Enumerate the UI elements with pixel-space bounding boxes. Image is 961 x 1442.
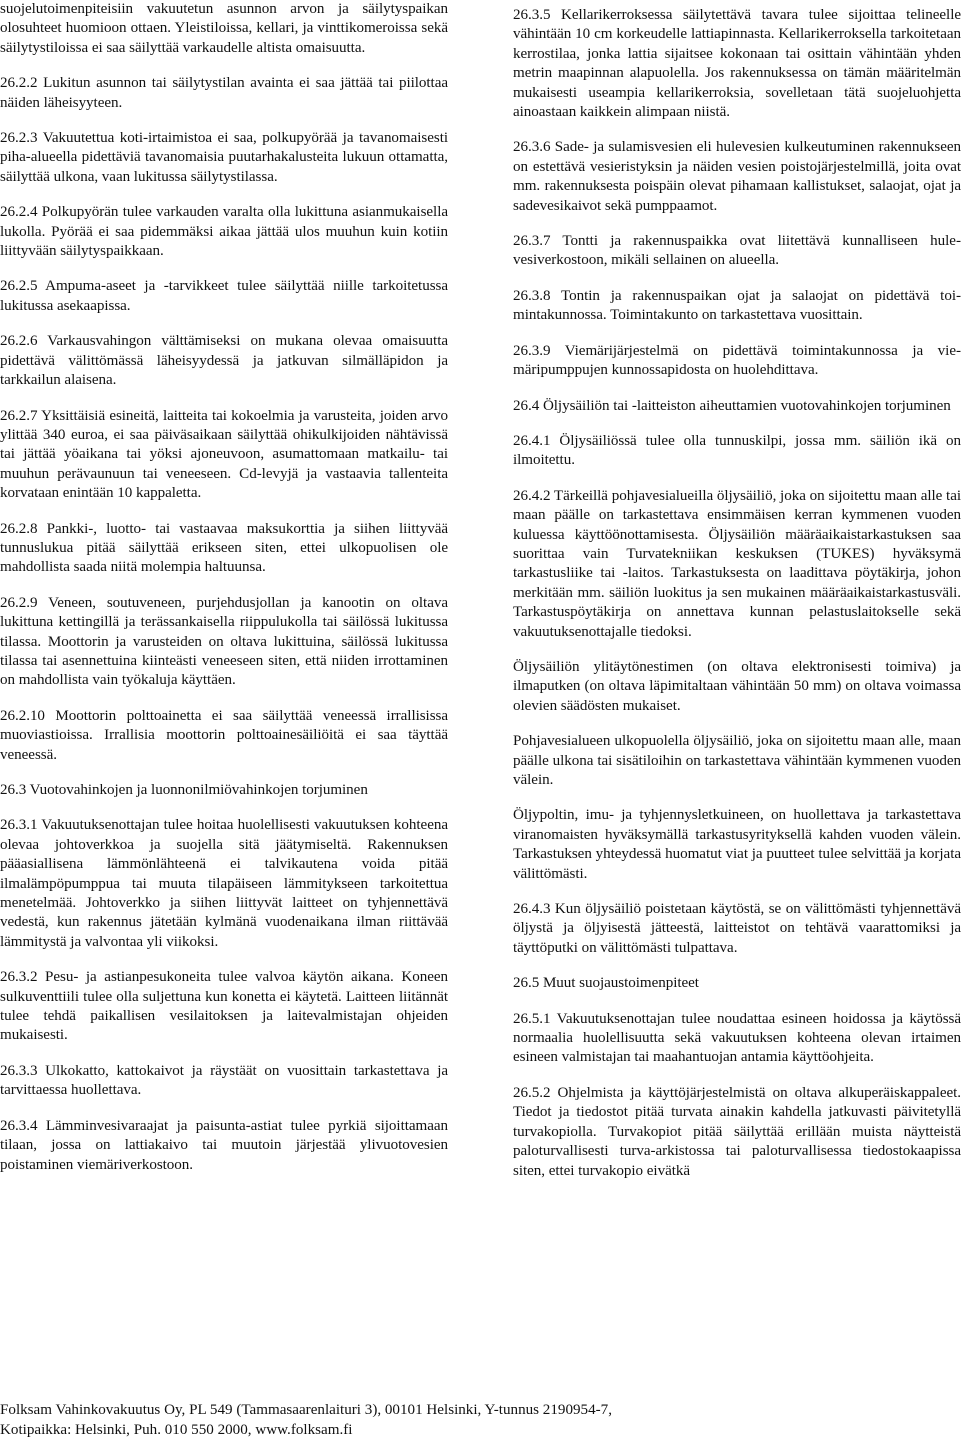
- paragraph: 26.4.3 Kun öljysäiliö poistetaan käytöstä, se on välittömästi tyhjennettävä öljystä ja öljyisestä jätteestä, laitteistot on tehtävä vaarattomiksi ja täyttöputki on välittömästi tulpattava.: [513, 901, 961, 956]
- paragraph: Pohjavesialueen ulkopuolella öljysäiliö, joka on sijoitettu maan alle, maan päälle ulkona tai sisätiloihin on tarkastettava vähintään kymmenen vuoden välein.: [513, 733, 961, 788]
- paragraph: 26.2.6 Varkausvahingon välttämiseksi on mukana olevaa omaisuutta pidettävä välittömässä läheisyydessä ja jatkuvan silmälläpidon ja tarkkailun alaisena.: [0, 333, 448, 389]
- paragraph: 26.2.9 Veneen, soutuveneen, purjehdusjollan ja kanootin on oltava lukittuna kettingillä ja terässankaisella riippulukolla tai säilössä lukitussa tilassa. Moottorin ja varusteiden on oltava lukittuina, säilössä lukitussa tilassa tai asennettuina kiinteästi veneeseen siten, että niiden irrottaminen on mahdollista vain työkaluja käyttäen.: [0, 594, 448, 689]
- paragraph: 26.2.4 Polkupyörän tulee varkauden varalta olla lukittuna asianmukaisella lukolla. Pyörää ei saa pidemmäksi aikaa jättää ulos muuhun kuin kotiin liittyvään säilytyspaikkaan.: [0, 204, 448, 260]
- paragraph: 26.4.2 Tärkeillä pohjavesialueilla öljysäiliö, joka on sijoitettu maan alle tai maan päälle on tarkastettava ensimmäisen kerran kymmenen vuoden kuluessa käyttöönottamisesta. Öljysäiliön määräaikaistarkastuksen saa suorittaa vain Turvatekniikan keskuksen (TUKES) hyväksymä tarkastusliike tai -laitos. Tarkastuksesta on laadittava pöytäkirja, johon merkitään mm. säiliön luokitus ja sen mukainen määräaikaistarkastusväli. Tarkastuspöytäkirja on annettava kunnan pelastuslaitokselle sekä vakuutuksenottajalle tiedoksi.: [513, 487, 961, 640]
- paragraph: 26.2.10 Moottorin polttoainetta ei saa säilyttää veneessä irrallisissa muoviastioissa. Irrallisia moottorin polttoainesäiliöitä ei saa täyttää veneessä.: [0, 707, 448, 763]
- footer-contact-line: Kotipaikka: Helsinki, Puh. 010 550 2000, www.folksam.fi: [0, 1421, 353, 1438]
- paragraph: Öljysäiliön ylitäytönestimen (on oltava elektronisesti toimiva) ja ilmaputken (on oltava läpimitaltaan vähintään 50 mm) on oltava voimassa olevien säädösten mukaiset.: [513, 658, 961, 714]
- section-heading: 26.4 Öljysäiliön tai -laitteiston aiheuttamien vuotovahinkojen torjuminen: [513, 397, 951, 414]
- page-footer: [0, 1401, 760, 1440]
- paragraph: 26.2.7 Yksittäisiä esineitä, laitteita tai kokoelmia ja varusteita, joiden arvo ylittää 340 euroa, ei saa päiväsaikaan säilyttää ohikulkijoiden nähtävissä tai jättää yöaikana tai yöksi ajoneuvoon, asumattomaan matkailu- tai muuhun perävaunuun tai veneeseen. Cd-levyjä ja vastaavia tallenteita korvataan enintään 10 kappaletta.: [0, 407, 448, 502]
- paragraph: 26.4.1 Öljysäiliössä tulee olla tunnuskilpi, jossa mm. säiliön ikä on ilmoitettu.: [513, 432, 961, 469]
- paragraph: 26.2.3 Vakuutettua koti-irtaimistoa ei saa, polkupyörää ja tavanomaisesti piha-alueella pidettäviä tavanomaisia puutarhakalusteita lukuun ottamatta, säilyttää ulkona, vaan lukitussa säilytystilassa.: [0, 130, 448, 185]
- paragraph: 26.5.1 Vakuutuksenottajan tulee noudattaa esineen hoidossa ja käytössä normaalia huolellisuutta sekä vakuutuksen kohteena olevan irtaimen esineen valmistajan tai maahantuojan antamia käyttöohjeita.: [513, 1010, 961, 1066]
- paragraph: 26.3.8 Tontin ja rakennuspaikan ojat ja salaojat on pidettävä toimintakunnossa. Toimintakunto on tarkastettava vuosittain.: [513, 287, 961, 324]
- paragraph: 26.3.1 Vakuutuksenottajan tulee hoitaa huolellisesti vakuutuksen kohteena olevaa johtoverkkoa ja suojella sitä jäätymiseltä. Rakennuksen pääasiallisena lämmönlähteenä ei talvikautena voida pitää ilmalämpöpumppua tai muuta tilapäiseen lämmitykseen tarkoitettua menetelmää. Johtoverkko ja siihen liittyvät laitteet on tyhjennettävä vedestä, kun rakennus jätetään kylmänä vuodenaikana ilman riittävää lämmitystä ja valvontaa yli viikoksi.: [0, 817, 448, 950]
- section-heading: 26.3 Vuotovahinkojen ja luonnonilmiövahinkojen torjuminen: [0, 782, 368, 798]
- paragraph: 26.3.5 Kellarikerroksessa säilytettävä tavara tulee sijoittaa telineelle vähintään 10 cm korkeudelle lattiapinnasta. Kellarikerroksella tarkoitetaan kerrostilaa, jonka lattia sijaitsee kokonaan tai osittain vähintään yhden metrin maapinnan alapuolella. Jos rakennuksessa on tämän määritelmän mukaisesti useampia kellarikerroksia, sovelletaan tätä suojeluohjetta ainoastaan kaikkein alimpaan niistä.: [513, 7, 961, 121]
- paragraph: 26.2.8 Pankki-, luotto- tai vastaavaa maksukorttia ja siihen liittyvää tunnuslukua pitää säilyttää erikseen siten, ettei ulkopuolisen ole mahdollista saada niitä molempia haltuunsa.: [0, 520, 448, 576]
- paragraph: 26.2.5 Ampuma-aseet ja -tarvikkeet tulee säilyttää niille tarkoitetussa lukitussa asekaapissa.: [0, 278, 448, 314]
- paragraph: 26.3.7 Tontti ja rakennuspaikka ovat liitettävä kunnalliseen hulevesiverkostoon, mikäli sellainen on alueella.: [513, 233, 961, 269]
- paragraph: Öljypoltin, imu- ja tyhjennysletkuineen, on huollettava ja tarkastettava viranomaisten hyväksymällä tarkastusyrityksellä kahden vuoden välein. Tarkastuksen yhteydessä huomatut viat ja puutteet tulee selvittää ja korjata välittömästi.: [513, 807, 961, 882]
- paragraph: 26.3.9 Viemärijärjestelmä on pidettävä toimintakunnossa ja viemäripumppujen kunnossapidosta on huolehdittava.: [513, 342, 961, 379]
- paragraph: 26.3.6 Sade- ja sulamisvesien eli hulevesien kulkeutuminen rakennukseen on estettävä vesieristyksin ja näiden vesien poistojärjestelmillä, joita ovat mm. rakennuksesta poispäin olevat pihamaan kallistukset, salaojat, ojat ja sadevesikaivot sekä pumppaamot.: [513, 139, 961, 214]
- paragraph: 26.3.4 Lämminvesivaraajat ja paisunta-astiat tulee pyrkiä sijoittamaan tilaan, jossa on lattiakaivo tai muutoin järjestää ylivuotovesien poistaminen viemäriverkostoon.: [0, 1117, 448, 1173]
- paragraph: suojelutoimenpiteisiin vakuutetun asunnon arvon ja säilytyspaikan olosuhteet huomioon ottaen. Yleistiloissa, kellari, ja vinttikomeroissa sekä säilytystiloissa ei saa säilyttää varkaudelle altista omaisuutta.: [0, 1, 448, 56]
- left-column: [0, 0, 448, 1191]
- paragraph: 26.3.3 Ulkokatto, kattokaivot ja räystäät on vuosittain tarkastettava ja tarvittaessa huollettava.: [0, 1062, 448, 1099]
- paragraph: 26.2.2 Lukitun asunnon tai säilytystilan avainta ei saa jättää tai piilottaa näiden läheisyyteen.: [0, 75, 448, 111]
- paragraph: 26.3.2 Pesu- ja astianpesukoneita tulee valvoa käytön aikana. Koneen sulkuventtiili tulee olla suljettuna kun konetta ei käytetä. Laitteen liitännät tulee tehdä paikallisen vesilaitoksen ja laitevalmistajan ohjeiden mukaisesti.: [0, 969, 448, 1044]
- paragraph: 26.5.2 Ohjelmista ja käyttöjärjestelmistä on oltava alkuperäiskappaleet. Tiedot ja tiedostot pitää turvata ainakin kahdella jatkuvasti päivitetyllä turvakopiolla. Turvakopiot pitää säilyttää erillään muista näytteistä paloturvallisesti turva-arkistossa tai paloturvallisessa tiedostokaapissa siten, ettei turvakopio eivätkä: [513, 1084, 961, 1179]
- right-column: [513, 0, 961, 1197]
- section-heading: 26.5 Muut suojaustoimenpiteet: [513, 975, 699, 992]
- footer-company-line: Folksam Vahinkovakuutus Oy, PL 549 (Tammasaarenlaituri 3), 00101 Helsinki, Y-tunnus 2190954-7,: [0, 1402, 612, 1418]
